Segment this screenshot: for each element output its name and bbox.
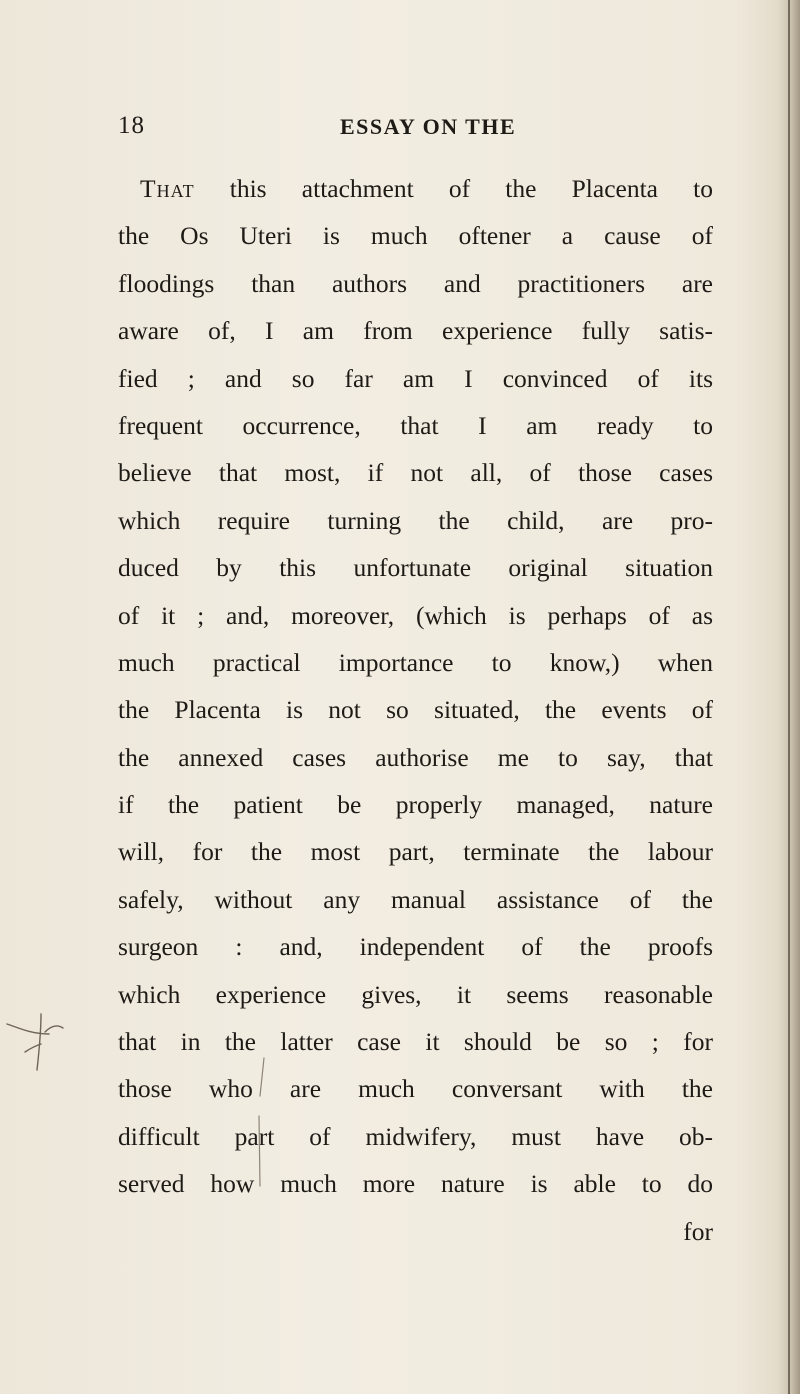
body-line: frequent occurrence, that I am ready to xyxy=(118,410,713,440)
running-head: ESSAY ON THE xyxy=(340,114,517,139)
body-line: the Placenta is not so situated, the events of xyxy=(118,695,713,725)
opening-word: That xyxy=(140,174,195,203)
body-line: aware of, I am from experience fully satis- xyxy=(118,316,713,346)
body-line: that in the latter case it should be so ; for xyxy=(118,1027,713,1057)
pencil-margin-stroke xyxy=(256,1056,268,1188)
catchword: for xyxy=(683,1216,713,1246)
page-number: 18 xyxy=(118,112,145,139)
body-line: fied ; and so far am I convinced of its xyxy=(118,363,713,393)
body-line: safely, without any manual assistance of the xyxy=(118,884,713,914)
body-line: will, for the most part, terminate the labour xyxy=(118,837,713,867)
body-line: those who are much conversant with the xyxy=(118,1074,713,1104)
handwritten-cross-mark xyxy=(5,1012,85,1072)
body-line: the annexed cases authorise me to say, that xyxy=(118,742,713,772)
body-line: if the patient be properly managed, nature xyxy=(118,790,713,820)
body-line: which require turning the child, are pro- xyxy=(118,505,713,535)
body-line: believe that most, if not all, of those cases xyxy=(118,458,713,488)
body-line: difficult part of midwifery, must have ob- xyxy=(118,1121,713,1151)
body-line: surgeon : and, independent of the proofs xyxy=(118,932,713,962)
body-line: the Os Uteri is much oftener a cause of xyxy=(118,221,713,251)
body-line: floodings than authors and practitioners are xyxy=(118,268,713,298)
body-line-1 xyxy=(118,165,713,212)
page-edge-line xyxy=(788,0,790,1394)
body-text xyxy=(118,165,713,1255)
body-line: duced by this unfortunate original situation xyxy=(118,553,713,583)
body-line: much practical importance to know,) when xyxy=(118,647,713,677)
body-line-1-rest: this attachment of the Placenta to xyxy=(229,174,713,203)
body-line: which experience gives, it seems reasonable xyxy=(118,979,713,1009)
body-line: served how much more nature is able to do xyxy=(118,1169,713,1199)
body-line: of it ; and, moreover, (which is perhaps of as xyxy=(118,600,713,630)
